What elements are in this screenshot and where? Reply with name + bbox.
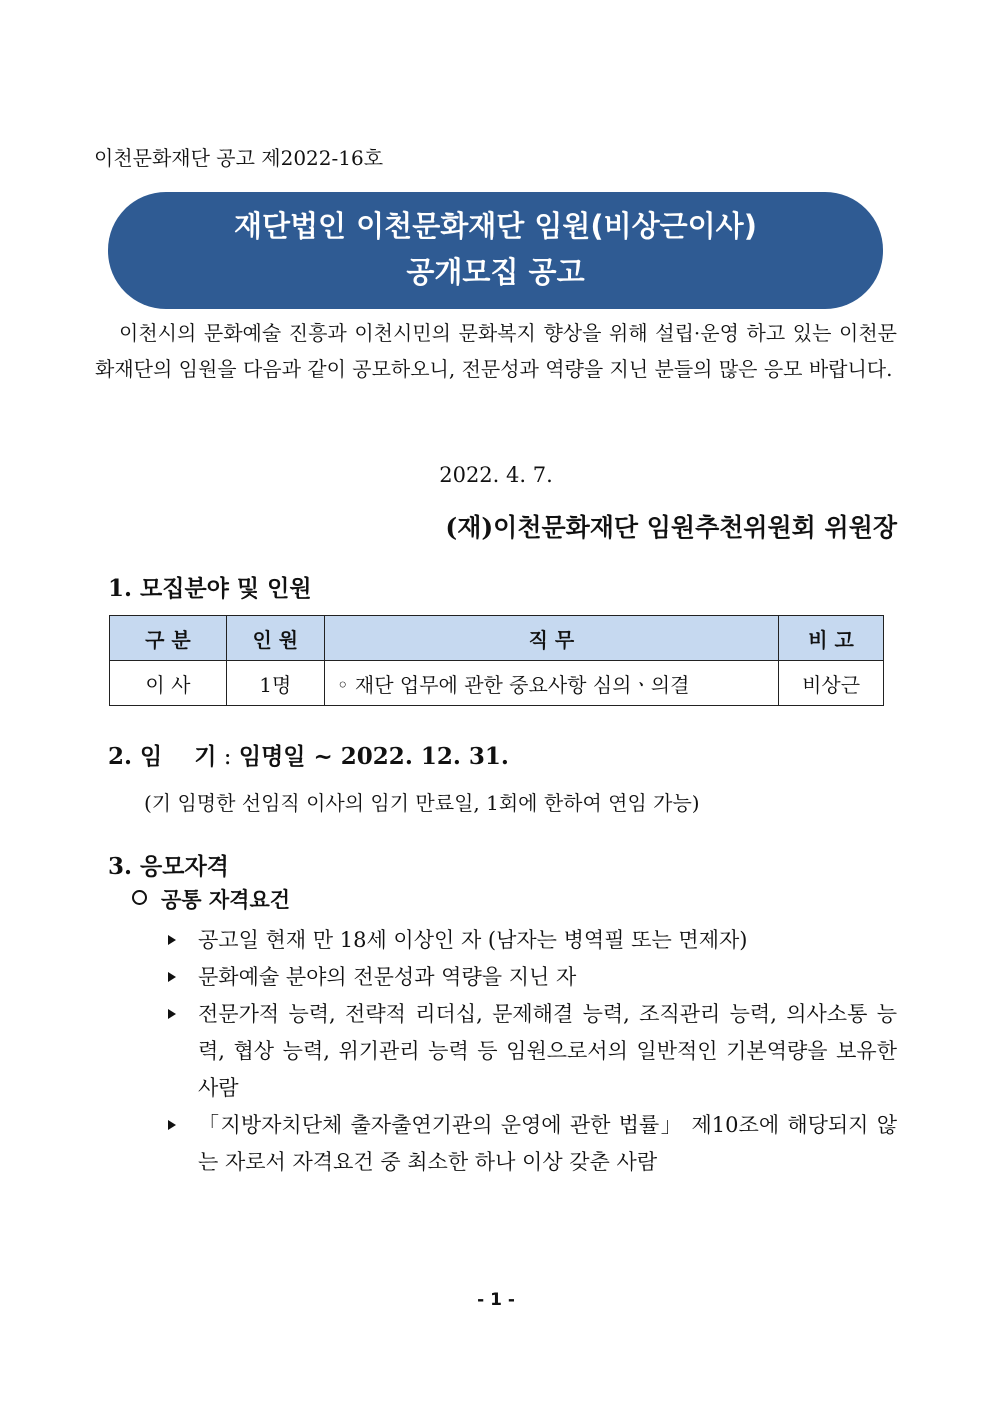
common-qualification-heading [132,884,290,914]
page-number: - 1 - [477,1290,515,1310]
header-duty: 직 무 [324,616,778,661]
qualification-list [168,922,897,1181]
qualification-text: 「지방자치단체 출자출연기관의 운영에 관한 법률」 제10조에 해당되지 않는 자로서 자격요건 중 최소한 하나 이상 갖춘 사람 [198,1113,897,1174]
qualification-text: 전문가적 능력, 전략적 리더십, 문제해결 능력, 조직관리 능력, 의사소통 능력, 협상 능력, 위기관리 능력 등 임원으로서의 일반적인 기본역량을 보유한 사람 [198,1002,897,1100]
list-item [168,922,897,959]
section2-note: (기 임명한 선임직 이사의 임기 만료일, 1회에 한하여 연임 가능) [144,791,700,815]
triangle-bullet-icon [168,935,176,945]
list-item [168,1107,897,1181]
banner-title-line1: 재단법인 이천문화재단 임원(비상근이사) [234,209,757,243]
circle-bullet-icon [132,890,147,905]
triangle-bullet-icon [168,972,176,982]
announcement-date: 2022. 4. 7. [439,463,553,487]
banner-title-line2: 공개모집 공고 [406,255,585,289]
section2-title [108,738,509,771]
section1-title: 1. 모집분야 및 인원 [108,575,312,602]
cell-duty: ◦ 재단 업무에 관한 중요사항 심의ㆍ의결 [324,661,778,706]
title-banner [108,192,883,309]
table-header-row [110,616,884,661]
cell-note: 비상근 [779,661,884,706]
qualification-text: 문화예술 분야의 전문성과 역량을 지닌 자 [198,965,577,989]
qualification-text: 공고일 현재 만 18세 이상인 자 (남자는 병역필 또는 면제자) [198,928,748,952]
notice-number: 이천문화재단 공고 제2022-16호 [94,146,384,170]
section2-label: 2. 임 기 [108,743,217,770]
recruitment-table [109,615,884,706]
common-qualification-label: 공통 자격요건 [161,887,291,912]
list-item [168,959,897,996]
section3-title: 3. 응모자격 [108,853,229,880]
cell-category: 이 사 [110,661,227,706]
cell-count: 1명 [226,661,324,706]
table-row [110,661,884,706]
section2-colon: : [216,744,239,770]
intro-paragraph: 이천시의 문화예술 진흥과 이천시민의 문화복지 향상을 위해 설립·운영 하고 있는 이천문화재단의 임원을 다음과 같이 공모하오니, 전문성과 역량을 지닌 분들의 많은 응모 바랍니다. [95,321,897,381]
list-item [168,996,897,1107]
header-note: 비 고 [779,616,884,661]
triangle-bullet-icon [168,1120,176,1130]
header-count: 인 원 [226,616,324,661]
section2-value: 임명일 ~ 2022. 12. 31. [238,743,509,770]
triangle-bullet-icon [168,1009,176,1019]
signer: (재)이천문화재단 임원추천위원회 위원장 [445,513,897,542]
header-category: 구 분 [110,616,227,661]
